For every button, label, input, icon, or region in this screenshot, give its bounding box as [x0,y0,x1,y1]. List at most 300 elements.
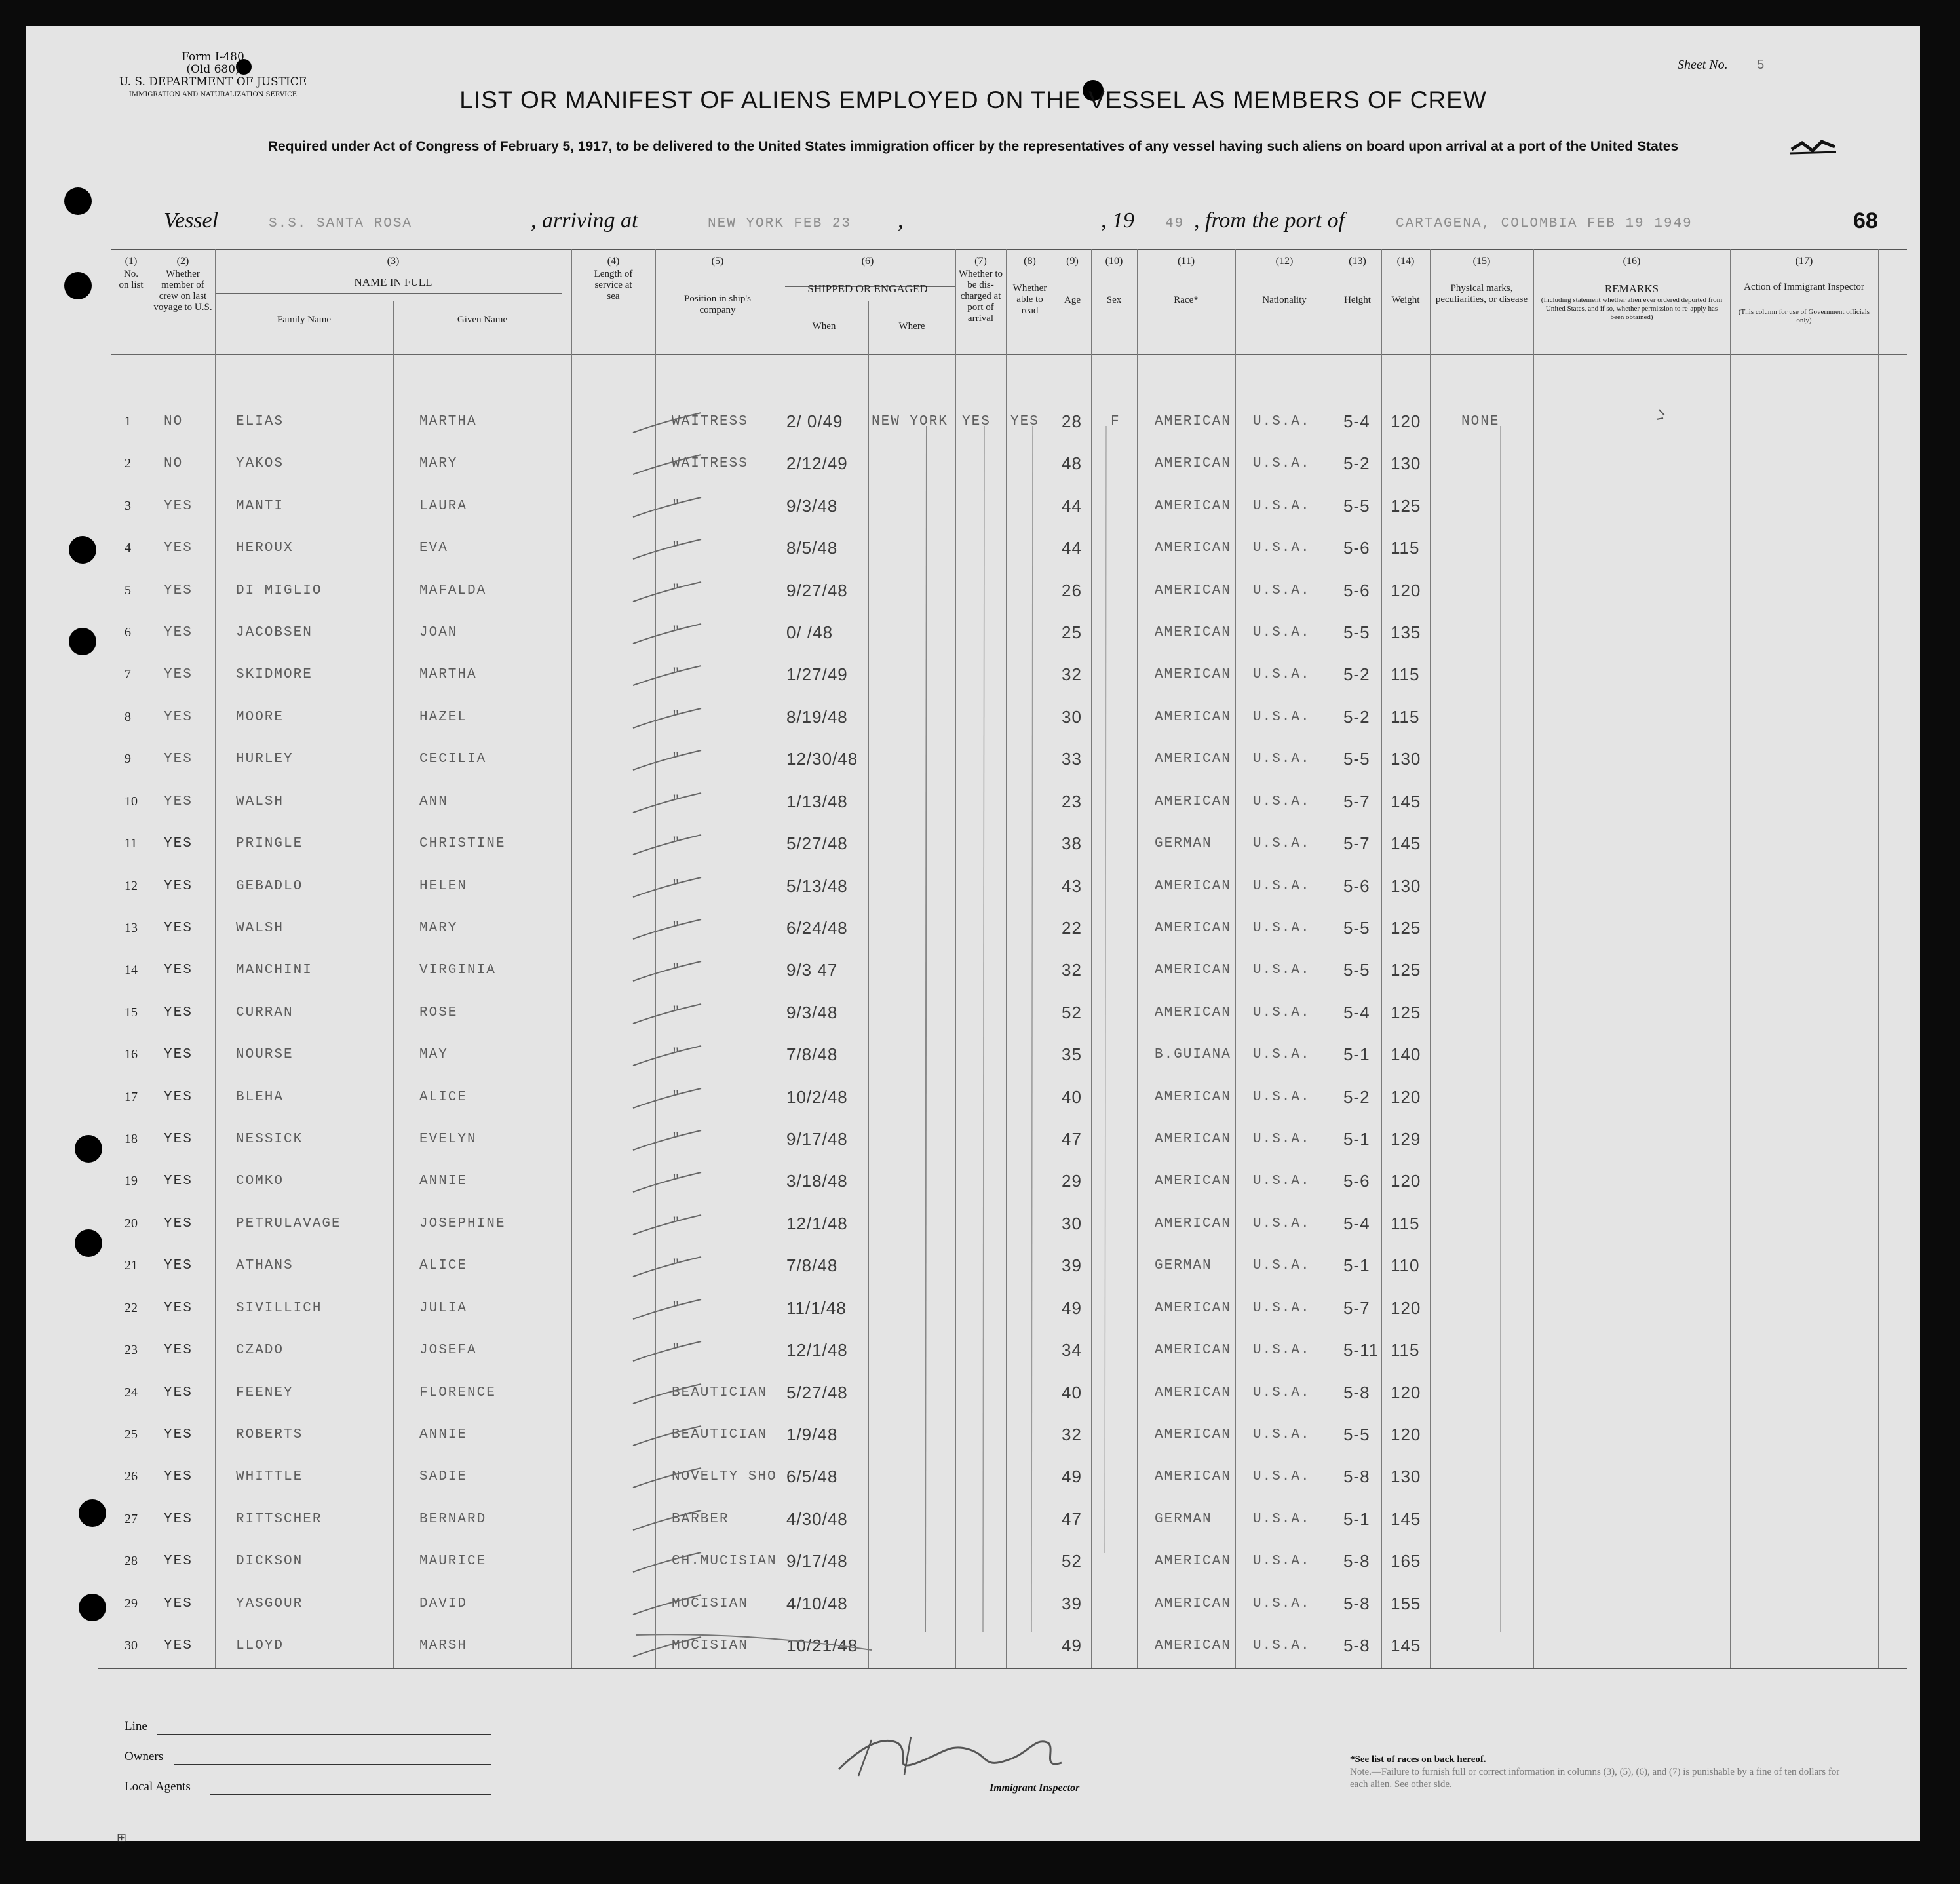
previous-voyage-cell: YES [164,1132,193,1147]
previous-voyage-cell: YES [164,921,193,936]
row-number-cell: 30 [125,1638,138,1653]
weight-cell: 115 [1391,1340,1420,1360]
weight-cell: 120 [1391,1171,1421,1191]
manifest-page [26,26,1920,1844]
col-13-label: Height [1344,295,1371,305]
race-cell: AMERICAN [1155,1385,1231,1400]
age-cell: 52 [1062,1003,1082,1022]
position-cell: " [672,710,682,725]
shipped-when-cell: 4/10/48 [786,1594,848,1613]
nationality-cell: U.S.A. [1253,1512,1311,1527]
row-number-cell: 7 [125,667,131,682]
age-cell: 25 [1062,623,1082,642]
nationality-cell: U.S.A. [1253,1047,1311,1062]
given-name-cell: HELEN [419,879,468,894]
row-number-cell: 19 [125,1174,138,1188]
age-cell: 39 [1062,1256,1082,1275]
col-5-label: Position in ship's company [684,294,751,315]
weight-cell: 145 [1391,834,1421,853]
given-name-cell: MARTHA [419,667,477,682]
col-10-number: (10) [1105,256,1123,267]
nationality-cell: U.S.A. [1253,1216,1311,1231]
race-cell: AMERICAN [1155,1090,1231,1105]
family-name-cell: JACOBSEN [236,625,313,640]
age-cell: 49 [1062,1636,1082,1655]
inspector-signature [813,1723,1088,1782]
previous-voyage-cell: YES [164,1005,193,1020]
family-name-cell: BLEHA [236,1090,284,1105]
sheet-value: 5 [1731,58,1790,73]
footnote-penalty: Note.—Failure to furnish full or correct information in columns (3), (5), (6), and (7) is punishable by a fine of ten dollars for each alien. See other side. [1350,1767,1840,1790]
family-name-cell: NOURSE [236,1047,294,1062]
given-name-cell: ALICE [419,1090,468,1105]
family-name-cell: SIVILLICH [236,1301,322,1316]
col-17-label: Action of Immigrant Inspector [1744,282,1864,292]
race-cell: AMERICAN [1155,667,1231,682]
position-cell: " [672,1047,682,1062]
nationality-cell: U.S.A. [1253,499,1311,514]
age-cell: 34 [1062,1340,1082,1360]
family-name-cell: DI MIGLIO [236,583,322,598]
col-3-label: NAME IN FULL [354,276,432,288]
height-cell: 5-6 [1343,876,1370,896]
col-4-label: Length of service at sea [594,269,633,301]
col-1-number: (1) [125,256,138,267]
given-name-cell: CHRISTINE [419,836,506,851]
page-number: 68 [1853,208,1878,233]
weight-cell: 120 [1391,581,1421,600]
age-cell: 30 [1062,1214,1082,1233]
family-name-cell: ATHANS [236,1258,294,1273]
shipped-when-cell: 11/1/48 [786,1298,847,1318]
height-cell: 5-5 [1343,623,1370,642]
family-name-cell: HEROUX [236,541,294,556]
given-name-cell: BERNARD [419,1512,487,1527]
previous-voyage-cell: YES [164,499,193,514]
position-cell: " [672,752,682,767]
inspector-label: Immigrant Inspector [990,1782,1080,1794]
height-cell: 5-5 [1343,496,1370,516]
position-cell: BEAUTICIAN [672,1385,768,1400]
age-cell: 35 [1062,1045,1082,1064]
physical-marks-cell: NONE [1461,414,1500,429]
height-cell: 5-6 [1343,581,1370,600]
weight-cell: 125 [1391,960,1421,980]
row-number-cell: 20 [125,1216,138,1231]
shipped-when-cell: 9/17/48 [786,1129,848,1149]
year-value: 49 [1165,216,1185,231]
given-name-cell: MAURICE [419,1554,487,1569]
height-cell: 5-1 [1343,1509,1370,1529]
given-name-cell: JOAN [419,625,458,640]
sheet-label: Sheet No. [1678,58,1728,72]
form-number: Form I-480 [182,50,244,64]
nationality-cell: U.S.A. [1253,583,1311,598]
race-cell: AMERICAN [1155,583,1231,598]
race-cell: AMERICAN [1155,1343,1231,1358]
nationality-cell: U.S.A. [1253,1427,1311,1442]
age-cell: 23 [1062,792,1082,811]
shipped-where-cell: NEW YORK [872,414,948,429]
family-name-cell: PRINGLE [236,836,303,851]
height-cell: 5-11 [1343,1340,1379,1360]
given-name-cell: JOSEFA [419,1343,477,1358]
given-name-cell: ANN [419,794,448,809]
shipped-when-cell: 8/5/48 [786,538,838,558]
col-10-label: Sex [1106,295,1122,305]
height-cell: 5-4 [1343,1214,1370,1233]
race-cell: AMERICAN [1155,499,1231,514]
given-name-cell: HAZEL [419,710,468,725]
race-cell: AMERICAN [1155,1469,1231,1484]
weight-cell: 120 [1391,1298,1421,1318]
height-cell: 5-6 [1343,538,1370,558]
col-12-number: (12) [1275,256,1294,267]
position-cell: " [672,625,682,640]
nationality-cell: U.S.A. [1253,1343,1311,1358]
position-cell: MUCISIAN [672,1596,748,1611]
age-cell: 32 [1062,960,1082,980]
height-cell: 5-4 [1343,412,1370,431]
race-cell: GERMAN [1155,836,1212,851]
nationality-cell: U.S.A. [1253,921,1311,936]
shipped-when-cell: 12/1/48 [786,1340,848,1360]
previous-voyage-cell: YES [164,1469,193,1484]
family-name-cell: ROBERTS [236,1427,303,1442]
col-9-number: (9) [1066,256,1079,267]
weight-cell: 155 [1391,1594,1421,1613]
age-cell: 28 [1062,412,1082,431]
weight-cell: 120 [1391,1383,1421,1402]
given-name-cell: FLORENCE [419,1385,496,1400]
shipped-when-cell: 5/27/48 [786,1383,848,1402]
document-title: LIST OR MANIFEST OF ALIENS EMPLOYED ON THE VESSEL AS MEMBERS OF CREW [459,87,1487,113]
given-name-cell: MARSH [419,1638,468,1653]
position-cell: " [672,667,682,682]
family-name-cell: COMKO [236,1174,284,1189]
height-cell: 5-1 [1343,1256,1370,1275]
race-cell: AMERICAN [1155,879,1231,894]
age-cell: 38 [1062,834,1082,853]
race-cell: AMERICAN [1155,1596,1231,1611]
weight-cell: 120 [1391,1087,1421,1107]
col-16-note: (Including statement whether alien ever ordered deported from United States, and if so, whether permission to re-apply has been obtained) [1541,296,1723,321]
height-cell: 5-5 [1343,1425,1370,1444]
position-cell: " [672,1132,682,1147]
family-name-cell: NESSICK [236,1132,303,1147]
family-name-cell: MANTI [236,499,284,514]
weight-cell: 130 [1391,1467,1421,1486]
given-name-cell: LAURA [419,499,468,514]
race-cell: AMERICAN [1155,1301,1231,1316]
age-cell: 48 [1062,453,1082,473]
weight-cell: 115 [1391,538,1420,558]
age-cell: 44 [1062,496,1082,516]
shipped-when-cell: 6/5/48 [786,1467,838,1486]
age-cell: 39 [1062,1594,1082,1613]
shipped-when-cell: 6/24/48 [786,918,848,938]
shipped-when-cell: 7/8/48 [786,1256,838,1275]
col-14-label: Weight [1391,295,1420,305]
weight-cell: 130 [1391,453,1421,473]
position-cell: " [672,1090,682,1105]
row-number-cell: 25 [125,1427,138,1442]
previous-voyage-cell: YES [164,541,193,556]
shipped-when-cell: 2/ 0/49 [786,412,843,431]
height-cell: 5-7 [1343,1298,1370,1318]
height-cell: 5-5 [1343,918,1370,938]
family-name-cell: RITTSCHER [236,1512,322,1527]
nationality-cell: U.S.A. [1253,456,1311,471]
given-name-cell: VIRGINIA [419,963,496,978]
weight-cell: 115 [1391,1214,1420,1233]
col-17-note: (This column for use of Government officials only) [1738,308,1870,324]
from-port-value: CARTAGENA, COLOMBIA FEB 19 1949 [1396,216,1693,231]
weight-cell: 140 [1391,1045,1421,1064]
sex-cell: F [1111,414,1121,429]
nationality-cell: U.S.A. [1253,667,1311,682]
previous-voyage-cell: YES [164,794,193,809]
weight-cell: 125 [1391,1003,1421,1022]
previous-voyage-cell: YES [164,1385,193,1400]
age-cell: 47 [1062,1129,1082,1149]
age-cell: 32 [1062,1425,1082,1444]
shipped-when-cell: 5/27/48 [786,834,848,853]
position-cell: BEAUTICIAN [672,1427,768,1442]
race-cell: AMERICAN [1155,1427,1231,1442]
line-rule [157,1734,491,1735]
height-cell: 5-2 [1343,453,1370,473]
row-number-cell: 6 [125,625,131,640]
row-number-cell: 21 [125,1258,138,1273]
shipped-when-cell: 9/17/48 [786,1551,848,1571]
age-cell: 47 [1062,1509,1082,1529]
height-cell: 5-2 [1343,707,1370,727]
given-name-cell: ANNIE [419,1174,468,1189]
col-9-label: Age [1064,295,1081,305]
race-cell: GERMAN [1155,1512,1212,1527]
position-cell: MUCISIAN [672,1638,748,1653]
given-name-cell: MAY [419,1047,448,1062]
shipped-when-cell: 9/3 47 [786,960,838,980]
height-cell: 5-1 [1343,1045,1370,1064]
race-cell: B.GUIANA [1155,1047,1231,1062]
col-7-label: Whether to be dis-charged at port of arrival [958,269,1003,324]
weight-cell: 130 [1391,749,1421,769]
previous-voyage-cell: YES [164,1512,193,1527]
col-5-number: (5) [711,256,724,267]
position-cell: WAITRESS [672,456,748,471]
given-name-cell: MARY [419,921,458,936]
previous-voyage-cell: NO [164,414,183,429]
footnote-races: *See list of races on back hereof. [1350,1754,1486,1765]
given-name-cell: JOSEPHINE [419,1216,506,1231]
row-number-cell: 13 [125,921,138,935]
weight-cell: 115 [1391,664,1420,684]
family-name-cell: WHITTLE [236,1469,303,1484]
col-2-number: (2) [176,256,189,267]
nationality-cell: U.S.A. [1253,1005,1311,1020]
nationality-cell: U.S.A. [1253,879,1311,894]
shipped-when-cell: 4/30/48 [786,1509,848,1529]
row-number-cell: 4 [125,541,131,555]
race-cell: AMERICAN [1155,794,1231,809]
family-name-cell: ELIAS [236,414,284,429]
previous-voyage-cell: YES [164,1596,193,1611]
height-cell: 5-8 [1343,1636,1370,1655]
weight-cell: 110 [1391,1256,1420,1275]
race-cell: AMERICAN [1155,1132,1231,1147]
height-cell: 5-6 [1343,1171,1370,1191]
row-number-cell: 24 [125,1385,138,1400]
age-cell: 43 [1062,876,1082,896]
col-1-label: No. on list [119,269,144,290]
weight-cell: 120 [1391,1425,1421,1444]
given-name-cell: MARY [419,456,458,471]
height-cell: 5-2 [1343,1087,1370,1107]
nationality-cell: U.S.A. [1253,1554,1311,1569]
nationality-cell: U.S.A. [1253,625,1311,640]
col-3-sub-family: Family Name [277,315,332,325]
weight-cell: 125 [1391,918,1421,938]
race-cell: AMERICAN [1155,752,1231,767]
col-8-number: (8) [1024,256,1036,267]
position-cell: " [672,1174,682,1189]
nationality-cell: U.S.A. [1253,1469,1311,1484]
race-cell: AMERICAN [1155,921,1231,936]
year-prefix: , 19 [1101,208,1134,233]
nationality-cell: U.S.A. [1253,1132,1311,1147]
row-number-cell: 11 [125,836,138,851]
shipped-when-cell: 9/3/48 [786,496,838,516]
col-8-label: Whether able to read [1012,283,1047,316]
weight-cell: 135 [1391,623,1421,642]
local-agents-label: Local Agents [125,1780,191,1794]
race-cell: GERMAN [1155,1258,1212,1273]
shipped-when-cell: 12/1/48 [786,1214,848,1233]
height-cell: 5-5 [1343,749,1370,769]
age-cell: 26 [1062,581,1082,600]
shipped-when-cell: 2/12/49 [786,453,848,473]
family-name-cell: MANCHINI [236,963,313,978]
family-name-cell: SKIDMORE [236,667,313,682]
previous-voyage-cell: YES [164,1554,193,1569]
previous-voyage-cell: YES [164,963,193,978]
position-cell: " [672,963,682,978]
height-cell: 5-7 [1343,834,1370,853]
row-number-cell: 9 [125,752,131,766]
col-15-label: Physical marks, peculiarities, or disease [1435,283,1528,305]
height-cell: 5-7 [1343,792,1370,811]
position-cell: CH.MUCISIAN [672,1554,777,1569]
height-cell: 5-5 [1343,960,1370,980]
nationality-cell: U.S.A. [1253,836,1311,851]
previous-voyage-cell: NO [164,456,183,471]
weight-cell: 145 [1391,1509,1421,1529]
height-cell: 5-8 [1343,1551,1370,1571]
position-cell: " [672,541,682,556]
previous-voyage-cell: YES [164,879,193,894]
owners-rule [174,1764,491,1765]
weight-cell: 130 [1391,876,1421,896]
nationality-cell: U.S.A. [1253,963,1311,978]
nationality-cell: U.S.A. [1253,710,1311,725]
family-name-cell: CURRAN [236,1005,294,1020]
family-name-cell: WALSH [236,794,284,809]
previous-voyage-cell: YES [164,1174,193,1189]
arriving-label: , arriving at [531,208,638,233]
age-cell: 30 [1062,707,1082,727]
department-name: U. S. DEPARTMENT OF JUSTICE [119,75,307,88]
race-cell: AMERICAN [1155,1638,1231,1653]
shipped-when-cell: 9/3/48 [786,1003,838,1022]
height-cell: 5-1 [1343,1129,1370,1149]
row-number-cell: 15 [125,1005,138,1020]
previous-voyage-cell: YES [164,710,193,725]
col-7-number: (7) [974,256,987,267]
position-cell: " [672,1216,682,1231]
row-number-cell: 14 [125,963,138,977]
position-cell: " [672,499,682,514]
previous-voyage-cell: YES [164,583,193,598]
arriving-comma: , [898,208,904,233]
col-11-number: (11) [1177,256,1195,267]
shipped-when-cell: 12/30/48 [786,749,858,769]
position-cell: BARBER [672,1512,729,1527]
age-cell: 44 [1062,538,1082,558]
weight-cell: 120 [1391,412,1421,431]
row-number-cell: 26 [125,1469,138,1484]
ditto-strokes [26,26,1920,1841]
nationality-cell: U.S.A. [1253,414,1311,429]
shipped-when-cell: 1/27/49 [786,664,848,684]
position-cell: " [672,1343,682,1358]
from-port-label: , from the port of [1194,208,1345,233]
position-cell: " [672,921,682,936]
given-name-cell: SADIE [419,1469,468,1484]
row-number-cell: 5 [125,583,131,598]
arriving-value: NEW YORK FEB 23 [708,216,852,231]
race-cell: AMERICAN [1155,414,1231,429]
previous-voyage-cell: YES [164,1216,193,1231]
form-old-number: (Old 680) [186,63,240,76]
shipped-when-cell: 10/2/48 [786,1087,848,1107]
col-13-number: (13) [1349,256,1366,267]
col-3-sub-given: Given Name [457,315,508,325]
owners-label: Owners [125,1750,164,1763]
row-number-cell: 12 [125,879,138,893]
position-cell: " [672,794,682,809]
race-cell: AMERICAN [1155,456,1231,471]
race-cell: AMERICAN [1155,541,1231,556]
row-number-cell: 16 [125,1047,138,1062]
able-to-read-cell: YES [1010,414,1039,429]
height-cell: 5-4 [1343,1003,1370,1022]
row-number-cell: 17 [125,1090,138,1104]
weight-cell: 115 [1391,707,1420,727]
shipped-when-cell: 5/13/48 [786,876,848,896]
col-6-label: SHIPPED OR ENGAGED [807,282,928,295]
col-12-label: Nationality [1262,295,1307,305]
position-cell: " [672,583,682,598]
row-number-cell: 28 [125,1554,138,1568]
family-name-cell: PETRULAVAGE [236,1216,341,1231]
family-name-cell: WALSH [236,921,284,936]
age-cell: 33 [1062,749,1082,769]
nationality-cell: U.S.A. [1253,1385,1311,1400]
position-cell: " [672,1301,682,1316]
row-number-cell: 2 [125,456,131,471]
